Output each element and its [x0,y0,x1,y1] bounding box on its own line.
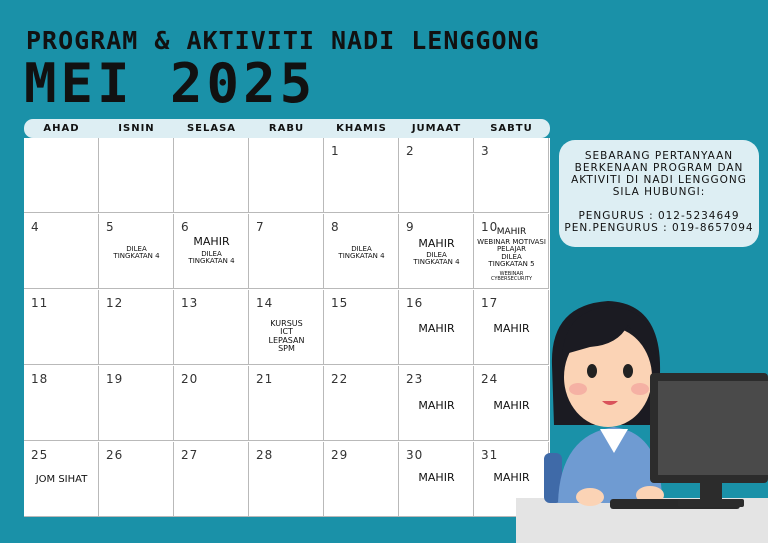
event-mahir: MAHIR [493,399,530,412]
page-subtitle: PROGRAM & AKTIVITI NADI LENGGONG [26,26,540,55]
event-mahir: MAHIR [418,322,455,335]
day-number: 4 [31,220,40,234]
calendar-cell [99,442,174,517]
day-number: 28 [256,448,274,462]
weekday-isnin: ISNIN [118,123,155,134]
weekday-rabu: RABU [268,123,305,134]
info-line: BERKENAAN PROGRAM DAN [574,162,744,175]
event-webinar-motivasi: WEBINAR MOTIVASI PELAJAR [477,238,546,254]
calendar-cell [399,366,474,441]
day-number: 19 [106,372,124,386]
calendar-cell [474,214,549,289]
day-number: 31 [481,448,499,462]
contact-info-card [559,140,759,247]
day-number: 20 [181,372,199,386]
calendar-cell [249,290,324,365]
event-mahir: MAHIR [193,235,230,248]
calendar-cell [174,442,249,517]
day-number: 16 [406,296,424,310]
info-line: SEBARANG PERTANYAAN [584,150,734,162]
weekday-header [24,119,550,138]
day-number: 10 [481,220,499,234]
event-webinar-cyber: WEBINAR CYBERSECURITY [490,271,533,283]
event-jom-sihat: JOM SIHAT [35,474,88,485]
calendar-cell [99,366,174,441]
day-number: 6 [181,220,190,234]
calendar-cell [324,138,399,213]
event-mahir: MAHIR [418,399,455,412]
day-number: 8 [331,220,340,234]
event-mahir: MAHIR [493,322,530,335]
event-dilea: DILEA TINGKATAN 4 [338,245,385,261]
calendar-cell [174,290,249,365]
calendar-cell [24,366,99,441]
info-line: AKTIVITI DI NADI LENGGONG [571,174,747,187]
day-number: 30 [406,448,424,462]
calendar-cell [24,442,99,517]
day-number: 7 [256,220,265,234]
day-number: 22 [331,372,349,386]
calendar-cell [249,214,324,289]
calendar-cell-empty [249,138,324,213]
day-number: 23 [406,372,424,386]
calendar-cell [324,366,399,441]
calendar-cell [99,290,174,365]
event-dilea: DILEA TINGKATAN 4 [188,250,235,266]
calendar-cell [399,214,474,289]
calendar-cell [399,290,474,365]
info-line: SILA HUBUNGI: [612,186,706,199]
calendar-cell [24,290,99,365]
calendar-cell [474,138,549,213]
calendar-cell [24,214,99,289]
weekday-khamis: KHAMIS [336,123,387,134]
day-number: 21 [256,372,274,386]
calendar-cell-empty [99,138,174,213]
day-number: 5 [106,220,115,234]
calendar-cell [324,214,399,289]
calendar-grid [24,138,550,516]
calendar-cell [249,366,324,441]
calendar-cell-empty [24,138,99,213]
calendar-cell [249,442,324,517]
day-number: 11 [31,296,49,310]
event-dilea: DILEA TINGKATAN 5 [488,253,535,269]
day-number: 12 [106,296,124,310]
calendar-cell [174,366,249,441]
day-number: 18 [31,372,49,386]
weekday-jumaat: JUMAAT [411,123,462,134]
day-number: 15 [331,296,349,310]
calendar-cell [324,290,399,365]
event-mahir: MAHIR [496,227,527,237]
person-at-computer-illustration [510,285,768,543]
day-number: 29 [331,448,349,462]
page-title: MEI 2025 [24,52,317,115]
day-number: 27 [181,448,199,462]
event-mahir: MAHIR [418,471,455,484]
event-mahir: MAHIR [418,237,455,250]
calendar-cell [399,138,474,213]
calendar-cell-empty [174,138,249,213]
day-number: 2 [406,144,415,158]
day-number: 17 [481,296,499,310]
calendar-cell [99,214,174,289]
event-dilea: DILEA TINGKATAN 4 [113,245,160,261]
event-kursus-ict: KURSUS ICT LEPASAN SPM [268,319,305,354]
day-number: 9 [406,220,415,234]
contact-assistant-manager: PEN.PENGURUS : 019-8657094 [564,222,754,235]
calendar-cell [399,442,474,517]
weekday-selasa: SELASA [186,123,237,134]
calendar-cell [174,214,249,289]
weekday-sabtu: SABTU [490,123,533,134]
day-number: 14 [256,296,274,310]
day-number: 1 [331,144,340,158]
day-number: 3 [481,144,490,158]
day-number: 13 [181,296,199,310]
day-number: 26 [106,448,124,462]
calendar-cell [324,442,399,517]
day-number: 25 [31,448,49,462]
day-number: 24 [481,372,499,386]
contact-manager: PENGURUS : 012-5234649 [578,210,740,223]
weekday-ahad: AHAD [43,123,80,134]
event-mahir: MAHIR [493,471,530,484]
event-dilea: DILEA TINGKATAN 4 [413,251,460,267]
